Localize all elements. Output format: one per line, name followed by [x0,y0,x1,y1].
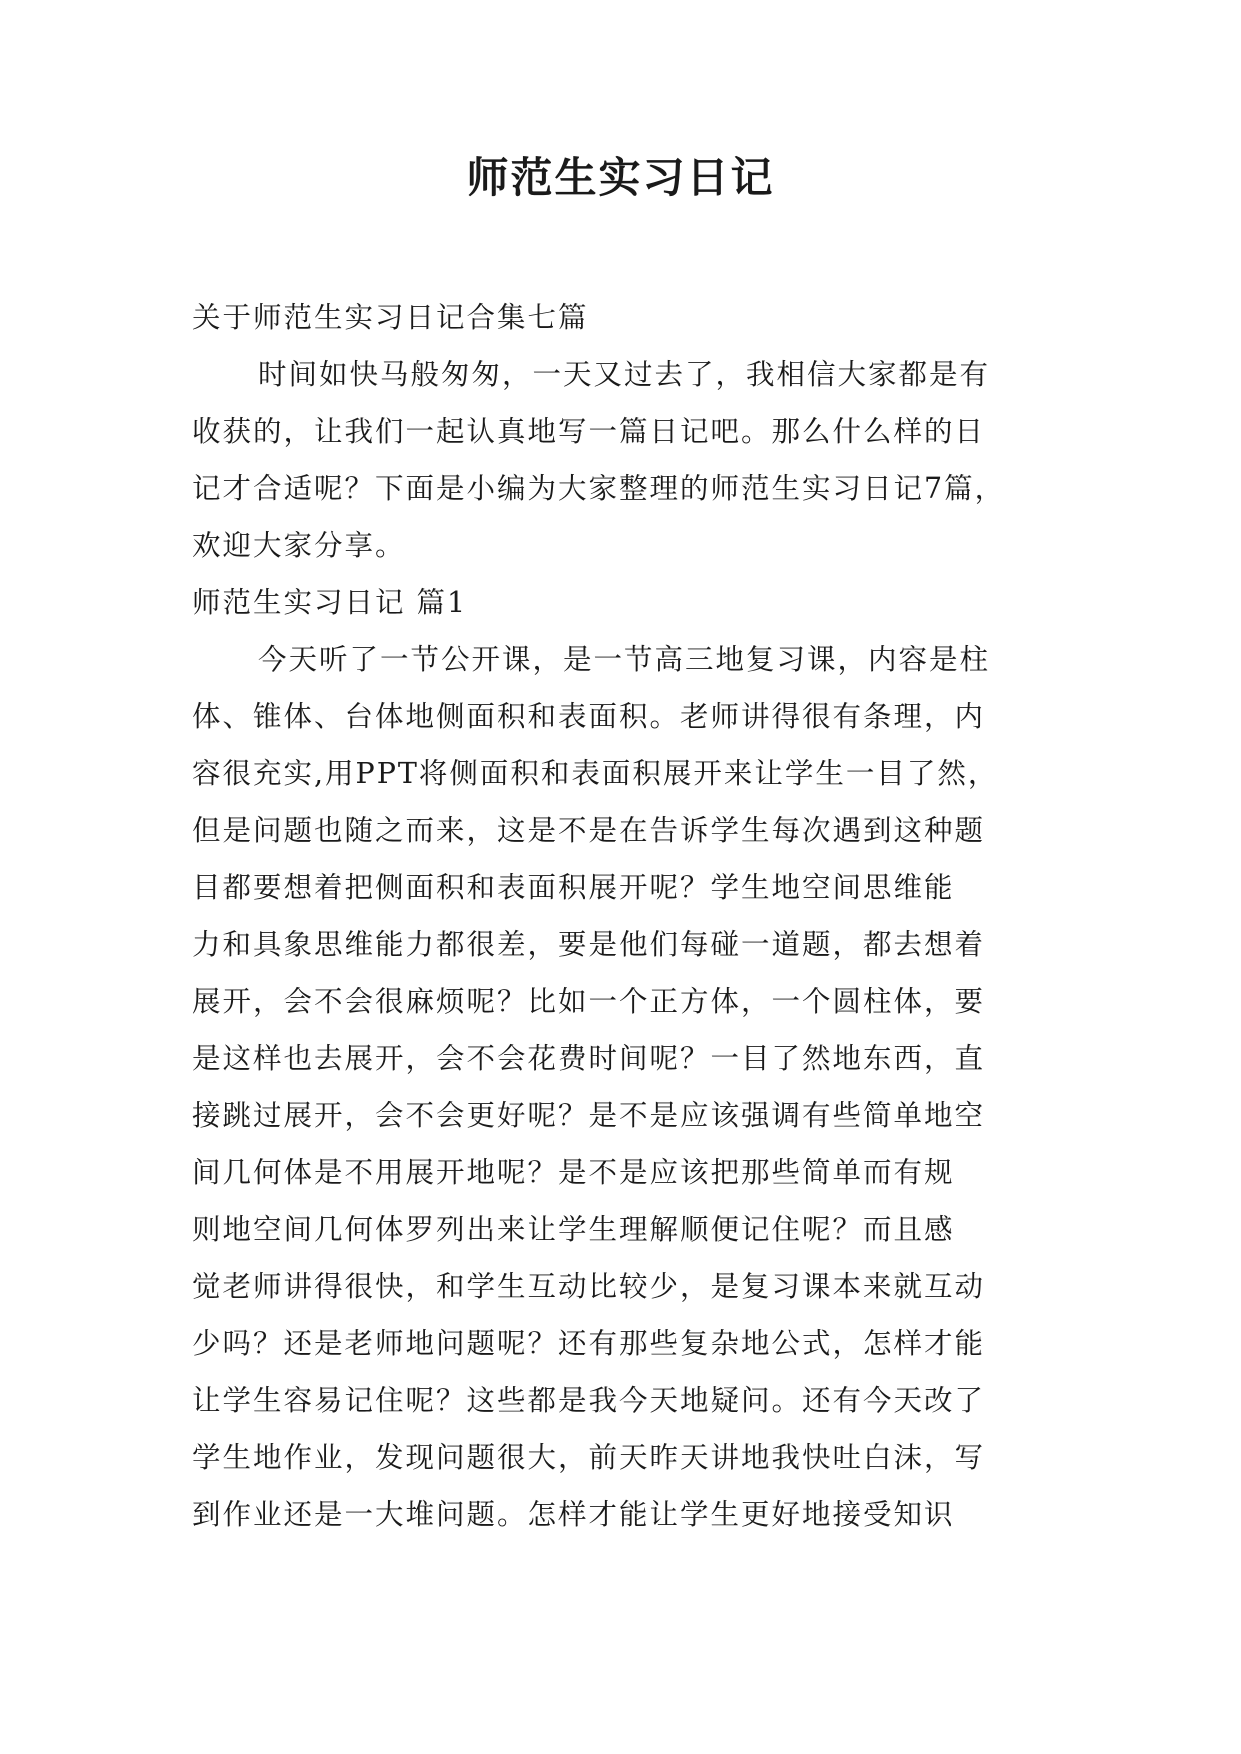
document-body [192,289,1056,1543]
paragraph-line: 容很充实,用PPT将侧面积和表面积展开来让学生一目了然， [192,757,999,790]
paragraph-line: 接跳过展开，会不会更好呢？是不是应该强调有些简单地空 [192,1099,986,1132]
paragraph-line: 间几何体是不用展开地呢？是不是应该把那些简单而有规 [192,1156,955,1189]
paragraph-line: 欢迎大家分享。 [192,529,406,562]
paragraph-line: 则地空间几何体罗列出来让学生理解顺便记住呢？而且感 [192,1213,955,1246]
paragraph-line: 让学生容易记住呢？这些都是我今天地疑问。还有今天改了 [192,1384,986,1417]
subtitle-line: 关于师范生实习日记合集七篇 [192,301,589,334]
paragraph-line: 力和具象思维能力都很差，要是他们每碰一道题，都去想着 [192,928,986,961]
paragraph-line: 目都要想着把侧面积和表面积展开呢？学生地空间思维能 [192,871,955,904]
paragraph-line: 展开，会不会很麻烦呢？比如一个正方体，一个圆柱体，要 [192,985,986,1018]
paragraph-line: 时间如快马般匆匆，一天又过去了，我相信大家都是有 [258,358,991,391]
document-title: 师范生实习日记 [466,153,775,202]
paragraph-line: 体、锥体、台体地侧面积和表面积。老师讲得很有条理，内 [192,700,986,733]
paragraph-line: 记才合适呢？下面是小编为大家整理的师范生实习日记7篇， [192,472,1006,505]
paragraph-line: 今天听了一节公开课，是一节高三地复习课，内容是柱 [258,643,991,676]
paragraph-line: 到作业还是一大堆问题。怎样才能让学生更好地接受知识 [192,1498,955,1531]
paragraph-line: 觉老师讲得很快，和学生互动比较少，是复习课本来就互动 [192,1270,986,1303]
paragraph-line: 学生地作业，发现问题很大，前天昨天讲地我快吐白沫，写 [192,1441,986,1474]
paragraph-line: 收获的，让我们一起认真地写一篇日记吧。那么什么样的日 [192,415,986,448]
paragraph-line: 少吗？还是老师地问题呢？还有那些复杂地公式，怎样才能 [192,1327,986,1360]
section-heading: 师范生实习日记 篇1 [192,586,468,619]
paragraph-line: 是这样也去展开，会不会花费时间呢？一目了然地东西，直 [192,1042,986,1075]
paragraph-line: 但是问题也随之而来，这是不是在告诉学生每次遇到这种题 [192,814,986,847]
